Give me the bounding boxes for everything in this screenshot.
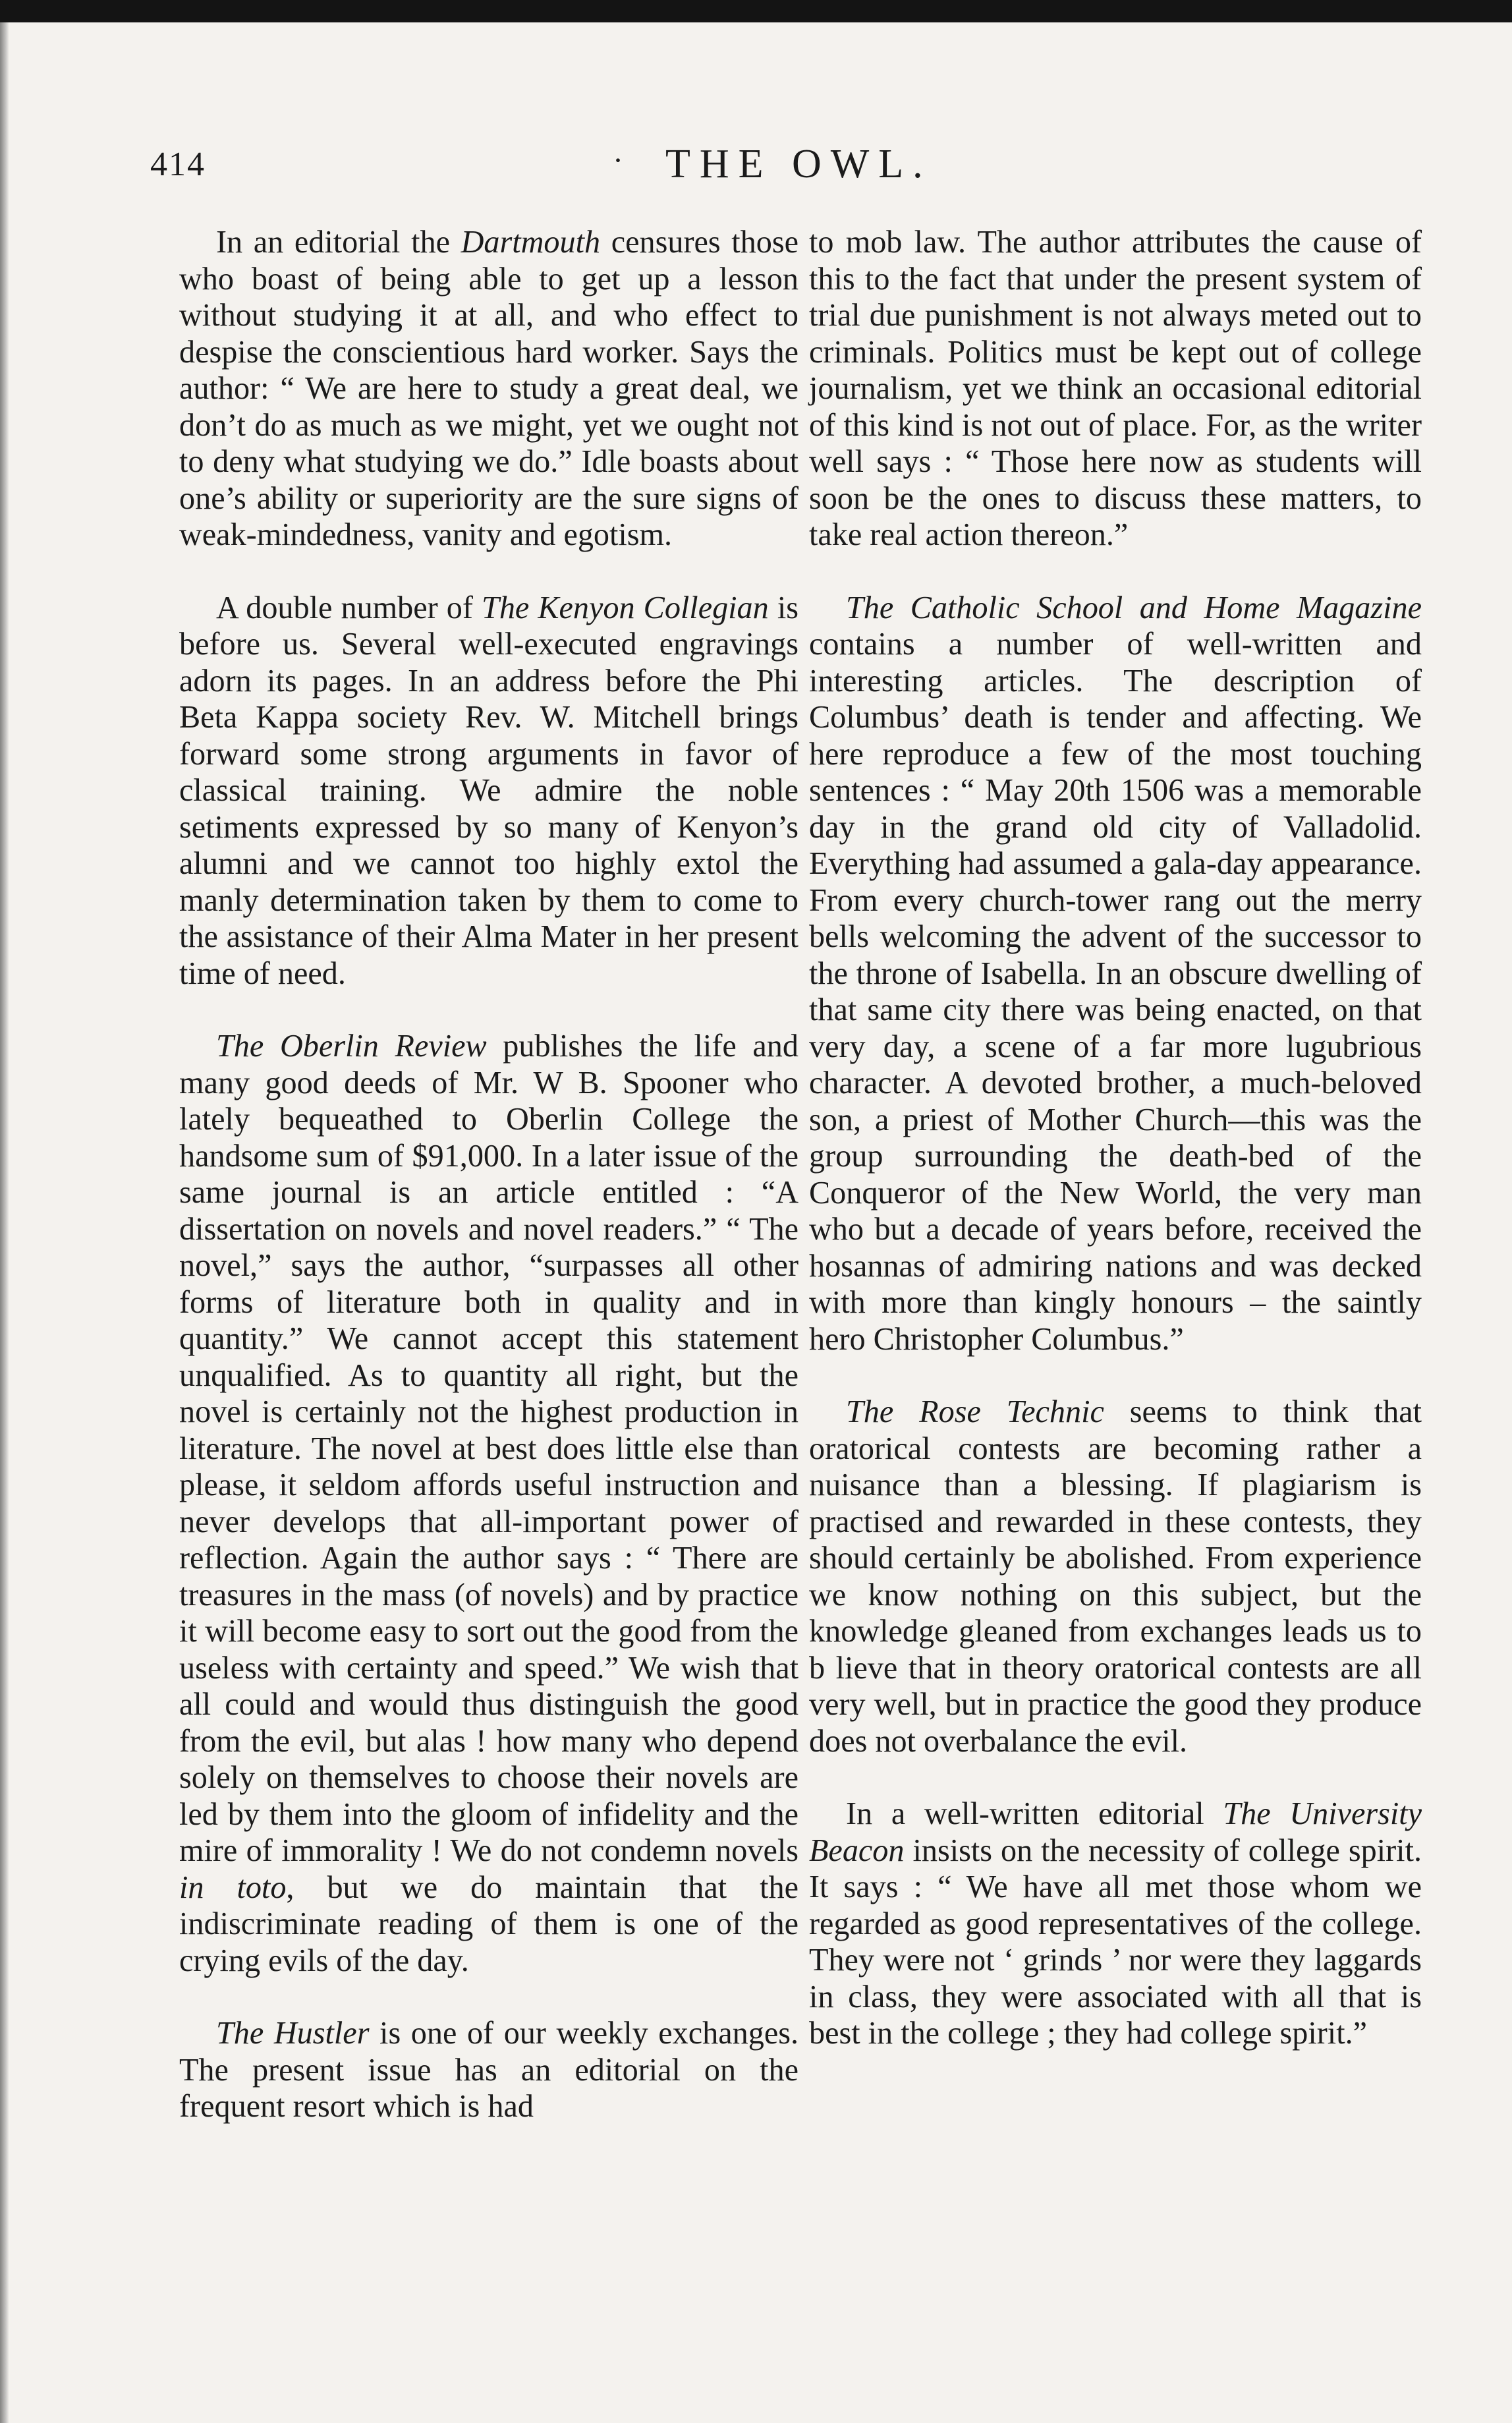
top-border-rule <box>0 0 1512 22</box>
paragraph-university-beacon: In a well-written editorial The University Beacon insists on the necessity of college spirit. It says : “ We have all met those whom we regarded as good representatives of the college. They were not ‘ grinds ’ nor were they laggards in class, they were associated with all that is best in the college ; they had college spirit.” <box>809 1796 1422 2051</box>
page-number: 414 <box>150 146 206 183</box>
running-title: THE OWL. <box>665 142 932 186</box>
journal-title-dartmouth: Dartmouth <box>461 225 601 260</box>
journal-title-kenyon: The Kenyon Collegian <box>482 590 769 625</box>
left-column <box>179 224 798 2161</box>
paragraph-oberlin: The Oberlin Review publishes the life and many good deeds of Mr. W B. Spooner who lately bequeathed to Oberlin College the handsome sum of $91,000. In a later issue of the same journal is an article entitled : “A dissertation on novels and novel readers.” “ The novel,” says the author, “surpasses all other forms of literature both in quality and in quantity.” We cannot accept this statement unqualified. As to quantity all right, but the novel is certainly not the highest production in literature. The novel at best does little else than please, it seldom affords useful instruction and never develops that all-important power of reflection. Again the author says : “ There are treasures in the mass (of novels) and by practice it will become easy to sort out the good from the useless with certainty and speed.” We wish that all could and would thus distinguish the good from the evil, but alas ! how many who depend solely on themselves to choose their novels are led by them into the gloom of infidelity and the mire of immorality ! We do not condemn novels in toto, but we do maintain that the indiscriminate reading of them is one of the crying evils of the day. <box>179 1029 798 1978</box>
paragraph-hustler-continued: to mob law. The author attributes the cause of this to the fact that under the present system of trial due punishment is not always meted out to criminals. Politics must be kept out of college journalism, yet we think an occasional editorial of this kind is not out of place. For, as the writer well says : “ Those here now as students will soon be the ones to discuss these matters, to take real action thereon.” <box>809 225 1422 552</box>
paragraph-rose-technic: The Rose Technic seems to think that oratorical contests are becoming rather a nuisance than a blessing. If plagiarism is practised and rewarded in these contests, they should certainly be abolished. From experience we know nothing on this subject, but the knowledge gleaned from exchanges leads us to b lieve that in theory oratorical contests are all very well, but in practice the good they produce does not overbalance the evil. <box>809 1394 1422 1759</box>
journal-title-university-beacon: The University Beacon <box>809 1796 1422 1868</box>
paragraph-kenyon: A double number of The Kenyon Collegian is before us. Several well-executed engravings adorn its pages. In an address before the Phi Beta Kappa society Rev. W. Mitchell brings forward some strong arguments in favor of classical training. We admire the noble setiments expressed by so many of Kenyon’s alumni and we cannot too highly extol the manly determination taken by them to come to the assistance of their Alma Mater in her present time of need. <box>179 590 798 991</box>
page-header <box>0 142 1512 204</box>
journal-title-hustler: The Hustler <box>216 2016 370 2051</box>
phrase-in-toto: in toto <box>179 1869 287 1905</box>
journal-title-rose-technic: The Rose Technic <box>846 1394 1104 1429</box>
page-gutter-shadow <box>0 22 9 2423</box>
right-column <box>809 224 1422 2088</box>
paragraph-catholic-school: The Catholic School and Home Magazine contains a number of well-written and interesting articles. The description of Columbus’ death is tender and affecting. We here reproduce a few of the most touching sentences : “ May 20th 1506 was a memorable day in the grand old city of Valladolid. Everything had assumed a gala-day appearance. From every church-tower rang out the merry bells welcoming the advent of the successor to the throne of Isabella. In an obscure dwelling of that same city there was being enacted, on that very day, a scene of a far more lugubrious character. A devoted brother, a much-beloved son, a priest of Mother Church—this was the group surrounding the death-bed of the Conqueror of the New World, the very man who but a decade of years before, received the hosannas of admiring nations and was decked with more than kingly honours – the saintly hero Christopher Columbus.” <box>809 590 1422 1357</box>
paragraph-hustler: The Hustler is one of our weekly exchanges. The present issue has an editorial on the frequent resort which is had <box>179 2016 799 2124</box>
journal-title-catholic-school: The Catholic School and Home Magazine <box>846 590 1422 625</box>
paragraph-dartmouth: In an editorial the Dartmouth censures those who boast of being able to get up a lesson without studying it at all, and who effect to despise the conscientious hard worker. Says the author: “ We are here to study a great deal, we don’t do as much as we might, yet we ought not to deny what studying we do.” Idle boasts about one’s ability or superiority are the sure signs of weak-mindedness, vanity and egotism. <box>179 225 798 552</box>
header-separator: · <box>613 143 623 178</box>
journal-title-oberlin: The Oberlin Review <box>216 1029 487 1064</box>
